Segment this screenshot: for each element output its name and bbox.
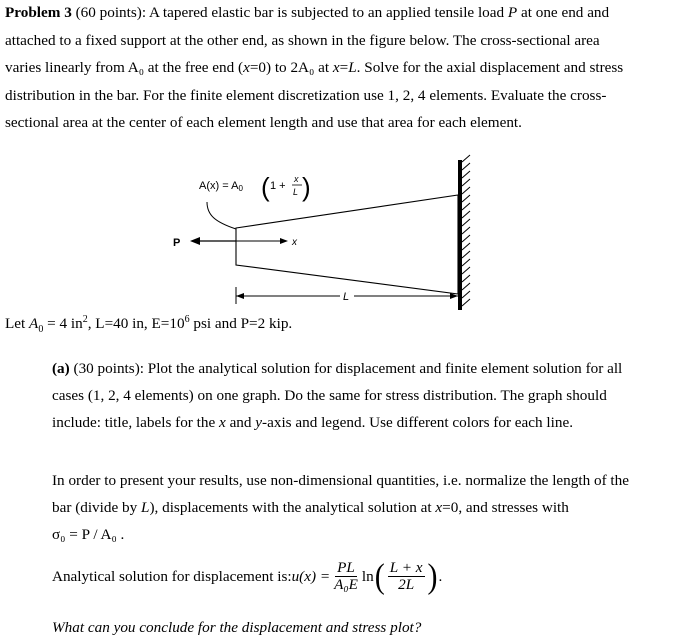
problem-heading: Problem 3 xyxy=(5,4,72,21)
conclusion-question: What can you conclude for the displacement and stress plot? xyxy=(52,619,422,636)
x-axis-label: x xyxy=(292,237,297,248)
tapered-bar xyxy=(236,195,458,294)
problem-line-4: distribution in the bar. For the finite element discretization use 1, 2, 4 elements. Evaluate the cross- xyxy=(5,86,607,104)
part-a: (a) (30 points): Plot the analytical solution for displacement and finite element solution for all cases (1, 2, 4 elements) on one graph. Do the same for stress distribution. The graph should include: title, labels for the x and y-axis and legend. Use different colors for each line. xyxy=(52,360,623,431)
area-formula-lparen: ( xyxy=(261,172,270,202)
area-formula-one: 1 + xyxy=(270,180,286,192)
area-formula: A(x) = A0 xyxy=(199,180,243,193)
x-axis-head xyxy=(280,238,288,244)
sigma-definition: σ₀ = P / A₀ . xyxy=(52,526,125,543)
problem-line-3: varies linearly from A₀ at the free end (x=0) to 2A₀ at x=L. Solve for the axial displacement and stress xyxy=(5,59,624,76)
fraction-pl-over-a0e: $\frac{PL}{\text{A₀E}}$ xyxy=(334,559,358,593)
fraction-l-plus-x-over-2l: $\frac{L + x}{2L}$ xyxy=(389,559,423,593)
support-hatching xyxy=(462,155,470,306)
problem-line-2: attached to a fixed support at the other end, as shown in the figure below. The cross-sectional area xyxy=(5,31,600,49)
problem-line-1: Problem 3 (60 points): A tapered elastic bar is subjected to an applied tensile load P at one end and xyxy=(5,4,610,21)
area-formula-rparen: ) xyxy=(302,172,311,202)
analytical-solution: Analytical solution for displacement is: u(x) = $\frac{PL}{\text{A₀E}}$ ln ( $\frac{L + x}{2L}$ ) . xyxy=(52,556,443,595)
problem-line-5: sectional area at the center of each element length and use that area for each element. xyxy=(5,114,522,131)
given-values: Let $A_0 = 4$ $in^2$, L=40 in, $E=10^6$ psi and P=2 kip. xyxy=(5,314,293,336)
load-label: P xyxy=(173,237,181,249)
area-formula-num: x xyxy=(294,174,299,184)
dimension-arrow-left xyxy=(236,293,244,299)
length-label: L xyxy=(343,291,350,303)
leader-line xyxy=(207,202,236,229)
area-formula-den: L xyxy=(293,187,299,197)
fixed-support xyxy=(458,160,462,310)
presentation-instructions: In order to present your results, use non-dimensional quantities, i.e. normalize the length of the bar (divide by L), displacements with the analytical solution at x=0, and stresses with xyxy=(52,472,629,516)
load-arrow-head xyxy=(190,237,200,245)
part-a-label: (a) xyxy=(52,360,70,377)
